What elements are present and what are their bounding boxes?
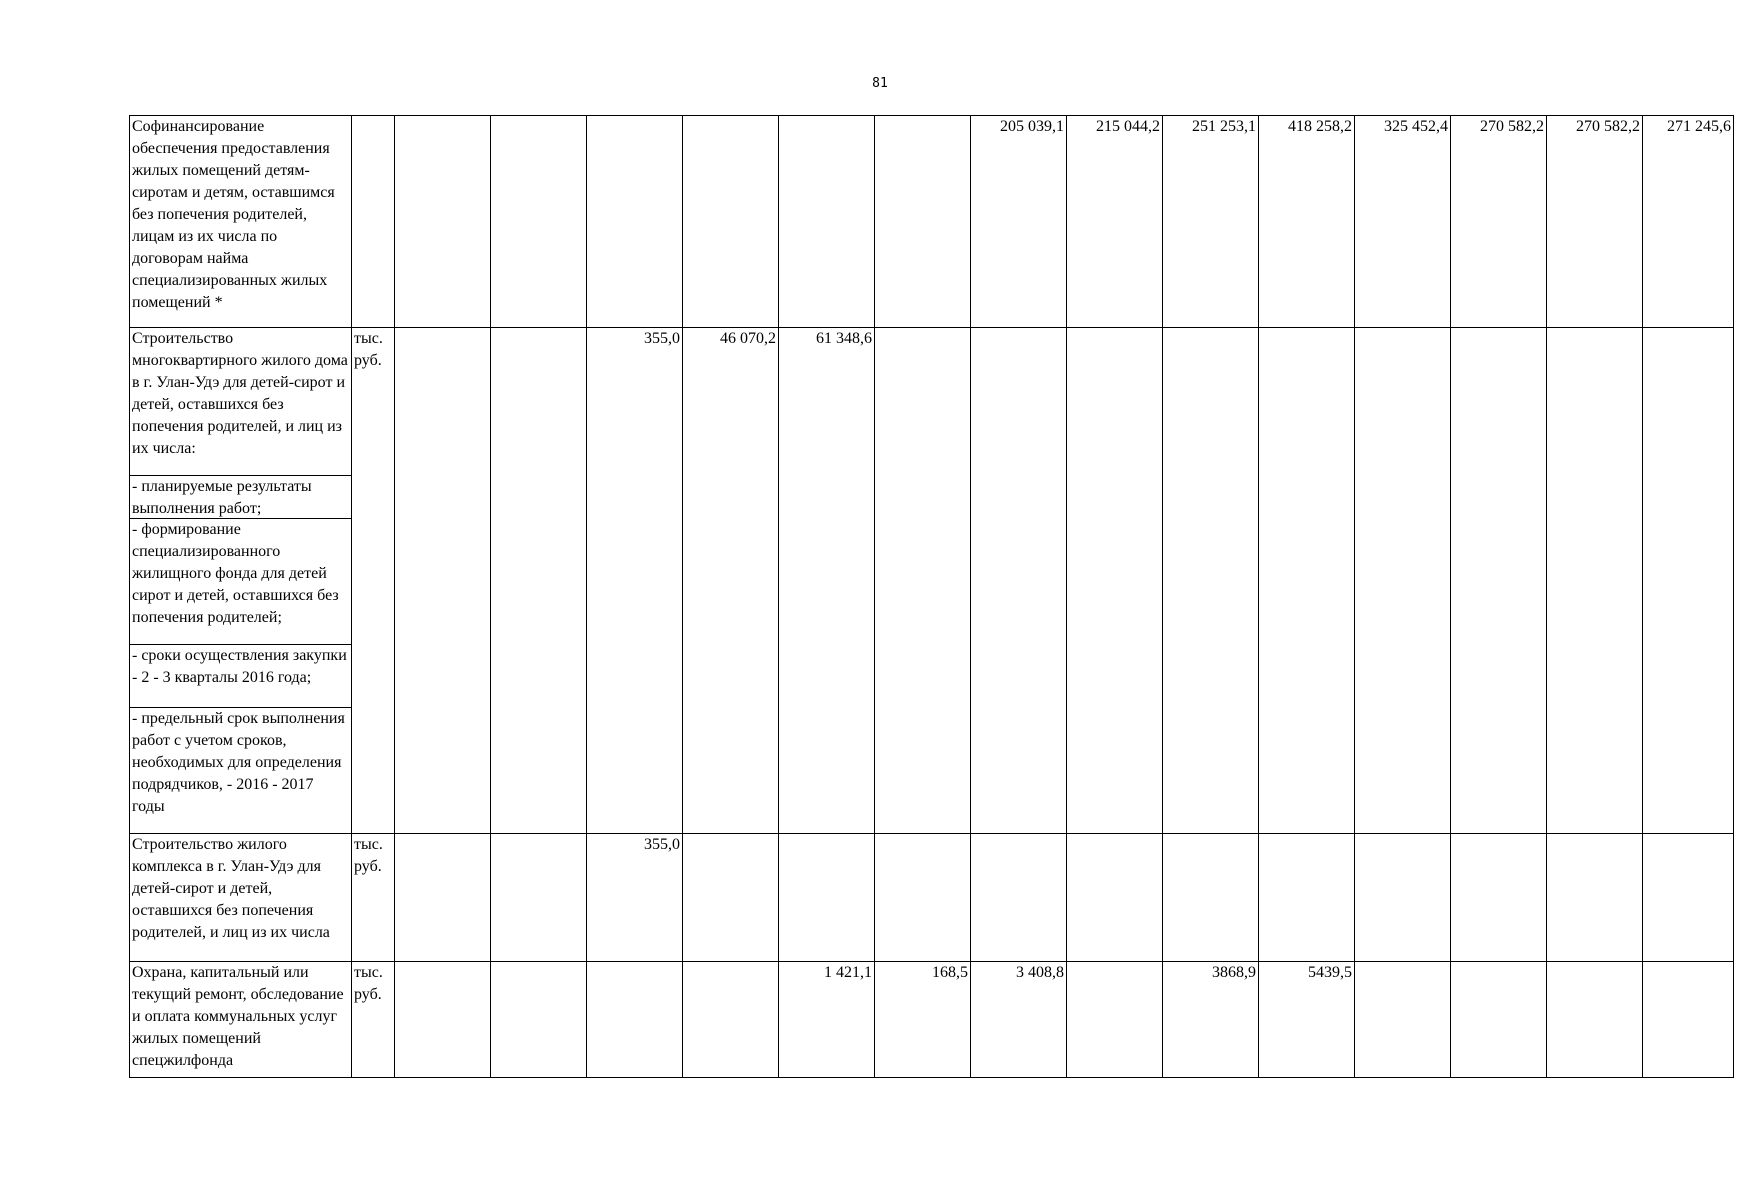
unit-label: тыс. руб. bbox=[354, 330, 383, 369]
value-cell bbox=[683, 962, 779, 1078]
value-cell bbox=[1451, 834, 1547, 962]
value-cell: 418 258,2 bbox=[1259, 116, 1355, 328]
value-cell bbox=[779, 834, 875, 962]
value-cell: 46 070,2 bbox=[683, 328, 779, 834]
value-cell bbox=[1259, 328, 1355, 834]
row-name: Строительство многоквартирного жилого дома в г. Улан-Удэ для детей-сирот и детей, оставшихся без попечения родителей, и лиц из их числа: bbox=[132, 330, 348, 457]
value-cell: 168,5 bbox=[875, 962, 971, 1078]
value-cell bbox=[1259, 834, 1355, 962]
value-cell bbox=[1451, 962, 1547, 1078]
value-cell bbox=[1067, 328, 1163, 834]
value-cell: 251 253,1 bbox=[1163, 116, 1259, 328]
subitem-cell bbox=[130, 476, 352, 519]
value-cell bbox=[491, 962, 587, 1078]
value-cell bbox=[1451, 328, 1547, 834]
value-cell: 61 348,6 bbox=[779, 328, 875, 834]
subitem-cell bbox=[130, 708, 352, 834]
value-cell bbox=[491, 116, 587, 328]
value-cell bbox=[1643, 834, 1734, 962]
value-cell bbox=[875, 116, 971, 328]
row-name-cell bbox=[130, 962, 352, 1078]
row-name-cell bbox=[130, 116, 352, 328]
value-cell bbox=[491, 834, 587, 962]
value-cell bbox=[587, 116, 683, 328]
value-cell: 355,0 bbox=[587, 328, 683, 834]
table-row bbox=[130, 116, 1734, 328]
value-cell: 270 582,2 bbox=[1451, 116, 1547, 328]
value-cell bbox=[395, 834, 491, 962]
value-cell bbox=[1547, 962, 1643, 1078]
unit-cell bbox=[352, 328, 395, 834]
subitem-text: - предельный срок выполнения работ с учетом сроков, необходимых для определения подрядчиков, - 2016 - 2017 годы bbox=[132, 710, 345, 815]
unit-cell bbox=[352, 116, 395, 328]
value-cell bbox=[395, 328, 491, 834]
value-cell: 270 582,2 bbox=[1547, 116, 1643, 328]
row-name: Охрана, капитальный или текущий ремонт, обследование и оплата коммунальных услуг жилых помещений спецжилфонда bbox=[132, 964, 344, 1069]
subitem-text: - формирование специализированного жилищного фонда для детей сирот и детей, оставшихся без попечения родителей; bbox=[132, 521, 339, 626]
value-cell bbox=[683, 834, 779, 962]
value-cell bbox=[395, 116, 491, 328]
value-cell: 355,0 bbox=[587, 834, 683, 962]
page-number: 81 bbox=[872, 76, 888, 91]
row-name: Строительство жилого комплекса в г. Улан-Удэ для детей-сирот и детей, оставшихся без попечения родителей, и лиц из их числа bbox=[132, 836, 330, 941]
value-cell: 5439,5 bbox=[1259, 962, 1355, 1078]
row-name-cell bbox=[130, 834, 352, 962]
value-cell bbox=[587, 962, 683, 1078]
value-cell bbox=[1067, 834, 1163, 962]
subitem-text: - сроки осуществления закупки - 2 - 3 кварталы 2016 года; bbox=[132, 647, 347, 686]
value-cell bbox=[1355, 962, 1451, 1078]
value-cell bbox=[1163, 328, 1259, 834]
value-cell bbox=[1547, 328, 1643, 834]
value-cell bbox=[875, 834, 971, 962]
budget-table bbox=[129, 115, 1734, 1078]
table-row bbox=[130, 962, 1734, 1078]
value-cell bbox=[1643, 962, 1734, 1078]
value-cell bbox=[875, 328, 971, 834]
row-name: Софинансирование обеспечения предоставления жилых помещений детям-сиротам и детям, оставшимся без попечения родителей, лицам из их числа по договорам найма специализированных жилых помещений * bbox=[132, 118, 335, 311]
subitem-cell bbox=[130, 645, 352, 708]
value-cell bbox=[1355, 328, 1451, 834]
value-cell: 215 044,2 bbox=[1067, 116, 1163, 328]
value-cell bbox=[1643, 328, 1734, 834]
value-cell: 1 421,1 bbox=[779, 962, 875, 1078]
unit-label: тыс. руб. bbox=[354, 836, 383, 875]
value-cell: 3868,9 bbox=[1163, 962, 1259, 1078]
value-cell bbox=[395, 962, 491, 1078]
value-cell bbox=[1547, 834, 1643, 962]
unit-cell bbox=[352, 834, 395, 962]
unit-label: тыс. руб. bbox=[354, 964, 383, 1003]
value-cell bbox=[1067, 962, 1163, 1078]
value-cell bbox=[1355, 834, 1451, 962]
table-row bbox=[130, 328, 1734, 476]
unit-cell bbox=[352, 962, 395, 1078]
value-cell bbox=[683, 116, 779, 328]
row-name-cell bbox=[130, 328, 352, 476]
value-cell bbox=[971, 834, 1067, 962]
subitem-text: - планируемые результаты выполнения работ; bbox=[132, 478, 312, 517]
value-cell bbox=[1163, 834, 1259, 962]
value-cell bbox=[971, 328, 1067, 834]
value-cell: 325 452,4 bbox=[1355, 116, 1451, 328]
value-cell bbox=[779, 116, 875, 328]
value-cell bbox=[491, 328, 587, 834]
table-row bbox=[130, 834, 1734, 962]
value-cell: 205 039,1 bbox=[971, 116, 1067, 328]
value-cell: 271 245,6 bbox=[1643, 116, 1734, 328]
value-cell: 3 408,8 bbox=[971, 962, 1067, 1078]
subitem-cell bbox=[130, 519, 352, 645]
